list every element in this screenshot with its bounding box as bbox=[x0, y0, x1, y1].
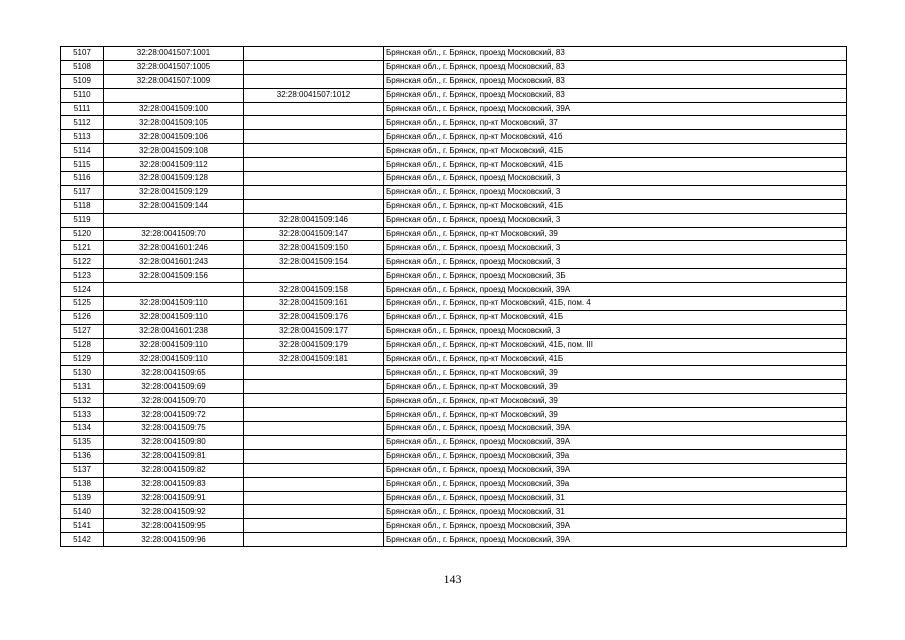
related-cadastral-number-cell bbox=[244, 102, 384, 116]
row-number-cell: 5120 bbox=[61, 227, 104, 241]
related-cadastral-number-cell: 32:28:0041509:154 bbox=[244, 255, 384, 269]
cadastral-number-cell: 32:28:0041601:243 bbox=[104, 255, 244, 269]
registry-table-body bbox=[61, 47, 847, 547]
cadastral-number-cell: 32:28:0041509:108 bbox=[104, 144, 244, 158]
address-cell: Брянская обл., г. Брянск, пр-кт Московский, 41Б bbox=[384, 144, 847, 158]
address-cell: Брянская обл., г. Брянск, проезд Московский, 83 bbox=[384, 60, 847, 74]
related-cadastral-number-cell bbox=[244, 158, 384, 172]
table-row bbox=[61, 185, 847, 199]
cadastral-number-cell: 32:28:0041509:83 bbox=[104, 477, 244, 491]
table-row bbox=[61, 394, 847, 408]
address-cell: Брянская обл., г. Брянск, пр-кт Московский, 39 bbox=[384, 380, 847, 394]
address-cell: Брянская обл., г. Брянск, пр-кт Московский, 39 bbox=[384, 227, 847, 241]
related-cadastral-number-cell bbox=[244, 199, 384, 213]
related-cadastral-number-cell bbox=[244, 380, 384, 394]
cadastral-number-cell: 32:28:0041507:1001 bbox=[104, 47, 244, 61]
table-row bbox=[61, 227, 847, 241]
related-cadastral-number-cell bbox=[244, 449, 384, 463]
row-number-cell: 5114 bbox=[61, 144, 104, 158]
address-cell: Брянская обл., г. Брянск, проезд Московский, 39А bbox=[384, 435, 847, 449]
row-number-cell: 5139 bbox=[61, 491, 104, 505]
address-cell: Брянская обл., г. Брянск, пр-кт Московский, 41Б bbox=[384, 352, 847, 366]
address-cell: Брянская обл., г. Брянск, проезд Московский, 3 bbox=[384, 324, 847, 338]
cadastral-number-cell: 32:28:0041509:95 bbox=[104, 519, 244, 533]
table-row bbox=[61, 116, 847, 130]
cadastral-number-cell: 32:28:0041509:75 bbox=[104, 422, 244, 436]
cadastral-number-cell: 32:28:0041601:246 bbox=[104, 241, 244, 255]
related-cadastral-number-cell bbox=[244, 172, 384, 186]
address-cell: Брянская обл., г. Брянск, проезд Московский, 39А bbox=[384, 519, 847, 533]
cadastral-number-cell: 32:28:0041509:105 bbox=[104, 116, 244, 130]
table-row bbox=[61, 338, 847, 352]
cadastral-number-cell: 32:28:0041509:110 bbox=[104, 338, 244, 352]
row-number-cell: 5112 bbox=[61, 116, 104, 130]
table-row bbox=[61, 144, 847, 158]
cadastral-number-cell: 32:28:0041509:112 bbox=[104, 158, 244, 172]
row-number-cell: 5138 bbox=[61, 477, 104, 491]
cadastral-number-cell: 32:28:0041509:110 bbox=[104, 297, 244, 311]
row-number-cell: 5131 bbox=[61, 380, 104, 394]
related-cadastral-number-cell bbox=[244, 505, 384, 519]
row-number-cell: 5108 bbox=[61, 60, 104, 74]
row-number-cell: 5119 bbox=[61, 213, 104, 227]
row-number-cell: 5126 bbox=[61, 310, 104, 324]
table-row bbox=[61, 352, 847, 366]
address-cell: Брянская обл., г. Брянск, проезд Московский, 3 bbox=[384, 172, 847, 186]
related-cadastral-number-cell: 32:28:0041507:1012 bbox=[244, 88, 384, 102]
cadastral-number-cell: 32:28:0041509:106 bbox=[104, 130, 244, 144]
related-cadastral-number-cell bbox=[244, 477, 384, 491]
related-cadastral-number-cell bbox=[244, 463, 384, 477]
row-number-cell: 5111 bbox=[61, 102, 104, 116]
address-cell: Брянская обл., г. Брянск, пр-кт Московский, 39 bbox=[384, 394, 847, 408]
related-cadastral-number-cell bbox=[244, 519, 384, 533]
cadastral-number-cell: 32:28:0041509:81 bbox=[104, 449, 244, 463]
address-cell: Брянская обл., г. Брянск, пр-кт Московский, 41Б bbox=[384, 310, 847, 324]
table-row bbox=[61, 477, 847, 491]
table-row bbox=[61, 463, 847, 477]
row-number-cell: 5141 bbox=[61, 519, 104, 533]
row-number-cell: 5140 bbox=[61, 505, 104, 519]
table-row bbox=[61, 158, 847, 172]
row-number-cell: 5129 bbox=[61, 352, 104, 366]
row-number-cell: 5107 bbox=[61, 47, 104, 61]
address-cell: Брянская обл., г. Брянск, проезд Московский, 39а bbox=[384, 477, 847, 491]
related-cadastral-number-cell bbox=[244, 60, 384, 74]
row-number-cell: 5122 bbox=[61, 255, 104, 269]
table-row bbox=[61, 491, 847, 505]
row-number-cell: 5132 bbox=[61, 394, 104, 408]
row-number-cell: 5136 bbox=[61, 449, 104, 463]
address-cell: Брянская обл., г. Брянск, пр-кт Московский, 41б bbox=[384, 130, 847, 144]
related-cadastral-number-cell bbox=[244, 435, 384, 449]
cadastral-number-cell: 32:28:0041509:129 bbox=[104, 185, 244, 199]
table-row bbox=[61, 310, 847, 324]
cadastral-number-cell: 32:28:0041509:110 bbox=[104, 310, 244, 324]
address-cell: Брянская обл., г. Брянск, проезд Московский, 39А bbox=[384, 533, 847, 547]
related-cadastral-number-cell bbox=[244, 269, 384, 283]
related-cadastral-number-cell bbox=[244, 422, 384, 436]
related-cadastral-number-cell bbox=[244, 74, 384, 88]
table-row bbox=[61, 297, 847, 311]
address-cell: Брянская обл., г. Брянск, проезд Московский, 39а bbox=[384, 449, 847, 463]
table-row bbox=[61, 533, 847, 547]
row-number-cell: 5123 bbox=[61, 269, 104, 283]
row-number-cell: 5117 bbox=[61, 185, 104, 199]
table-row bbox=[61, 255, 847, 269]
related-cadastral-number-cell bbox=[244, 408, 384, 422]
table-row bbox=[61, 422, 847, 436]
table-row bbox=[61, 213, 847, 227]
address-cell: Брянская обл., г. Брянск, проезд Московский, 39А bbox=[384, 422, 847, 436]
cadastral-number-cell bbox=[104, 213, 244, 227]
related-cadastral-number-cell bbox=[244, 185, 384, 199]
row-number-cell: 5116 bbox=[61, 172, 104, 186]
cadastral-number-cell: 32:28:0041509:144 bbox=[104, 199, 244, 213]
related-cadastral-number-cell: 32:28:0041509:150 bbox=[244, 241, 384, 255]
address-cell: Брянская обл., г. Брянск, проезд Московский, 39А bbox=[384, 283, 847, 297]
address-cell: Брянская обл., г. Брянск, проезд Московский, 39А bbox=[384, 102, 847, 116]
related-cadastral-number-cell: 32:28:0041509:181 bbox=[244, 352, 384, 366]
table-row bbox=[61, 241, 847, 255]
address-cell: Брянская обл., г. Брянск, пр-кт Московский, 39 bbox=[384, 366, 847, 380]
row-number-cell: 5133 bbox=[61, 408, 104, 422]
row-number-cell: 5113 bbox=[61, 130, 104, 144]
registry-table bbox=[60, 46, 847, 547]
cadastral-number-cell: 32:28:0041509:70 bbox=[104, 227, 244, 241]
address-cell: Брянская обл., г. Брянск, проезд Московский, 3 bbox=[384, 241, 847, 255]
row-number-cell: 5115 bbox=[61, 158, 104, 172]
row-number-cell: 5110 bbox=[61, 88, 104, 102]
address-cell: Брянская обл., г. Брянск, пр-кт Московский, 41Б, пом. III bbox=[384, 338, 847, 352]
address-cell: Брянская обл., г. Брянск, проезд Московский, 31 bbox=[384, 505, 847, 519]
cadastral-number-cell: 32:28:0041509:100 bbox=[104, 102, 244, 116]
row-number-cell: 5142 bbox=[61, 533, 104, 547]
related-cadastral-number-cell: 32:28:0041509:177 bbox=[244, 324, 384, 338]
related-cadastral-number-cell bbox=[244, 491, 384, 505]
address-cell: Брянская обл., г. Брянск, пр-кт Московский, 37 bbox=[384, 116, 847, 130]
table-row bbox=[61, 269, 847, 283]
cadastral-number-cell: 32:28:0041509:96 bbox=[104, 533, 244, 547]
cadastral-number-cell: 32:28:0041509:91 bbox=[104, 491, 244, 505]
cadastral-number-cell bbox=[104, 283, 244, 297]
cadastral-number-cell: 32:28:0041509:82 bbox=[104, 463, 244, 477]
cadastral-number-cell: 32:28:0041509:69 bbox=[104, 380, 244, 394]
address-cell: Брянская обл., г. Брянск, проезд Московский, 39А bbox=[384, 463, 847, 477]
address-cell: Брянская обл., г. Брянск, проезд Московский, 31 bbox=[384, 491, 847, 505]
table-row bbox=[61, 435, 847, 449]
address-cell: Брянская обл., г. Брянск, проезд Московский, 3Б bbox=[384, 269, 847, 283]
address-cell: Брянская обл., г. Брянск, проезд Московский, 83 bbox=[384, 88, 847, 102]
page-number: 143 bbox=[443, 572, 462, 586]
table-row bbox=[61, 74, 847, 88]
address-cell: Брянская обл., г. Брянск, проезд Московский, 3 bbox=[384, 213, 847, 227]
related-cadastral-number-cell: 32:28:0041509:176 bbox=[244, 310, 384, 324]
cadastral-number-cell: 32:28:0041509:156 bbox=[104, 269, 244, 283]
table-row bbox=[61, 199, 847, 213]
cadastral-number-cell: 32:28:0041507:1009 bbox=[104, 74, 244, 88]
address-cell: Брянская обл., г. Брянск, пр-кт Московский, 41Б bbox=[384, 158, 847, 172]
row-number-cell: 5134 bbox=[61, 422, 104, 436]
table-row bbox=[61, 366, 847, 380]
address-cell: Брянская обл., г. Брянск, проезд Московский, 3 bbox=[384, 255, 847, 269]
row-number-cell: 5127 bbox=[61, 324, 104, 338]
address-cell: Брянская обл., г. Брянск, проезд Московский, 83 bbox=[384, 47, 847, 61]
related-cadastral-number-cell bbox=[244, 130, 384, 144]
row-number-cell: 5128 bbox=[61, 338, 104, 352]
related-cadastral-number-cell: 32:28:0041509:161 bbox=[244, 297, 384, 311]
row-number-cell: 5125 bbox=[61, 297, 104, 311]
address-cell: Брянская обл., г. Брянск, проезд Московский, 83 bbox=[384, 74, 847, 88]
table-row bbox=[61, 449, 847, 463]
cadastral-number-cell: 32:28:0041601:238 bbox=[104, 324, 244, 338]
row-number-cell: 5124 bbox=[61, 283, 104, 297]
cadastral-number-cell: 32:28:0041509:80 bbox=[104, 435, 244, 449]
row-number-cell: 5137 bbox=[61, 463, 104, 477]
related-cadastral-number-cell: 32:28:0041509:146 bbox=[244, 213, 384, 227]
cadastral-number-cell: 32:28:0041509:128 bbox=[104, 172, 244, 186]
row-number-cell: 5109 bbox=[61, 74, 104, 88]
cadastral-number-cell: 32:28:0041509:65 bbox=[104, 366, 244, 380]
cadastral-number-cell: 32:28:0041509:92 bbox=[104, 505, 244, 519]
table-row bbox=[61, 505, 847, 519]
cadastral-number-cell bbox=[104, 88, 244, 102]
table-row bbox=[61, 60, 847, 74]
table-row bbox=[61, 88, 847, 102]
related-cadastral-number-cell: 32:28:0041509:147 bbox=[244, 227, 384, 241]
related-cadastral-number-cell: 32:28:0041509:158 bbox=[244, 283, 384, 297]
address-cell: Брянская обл., г. Брянск, пр-кт Московский, 39 bbox=[384, 408, 847, 422]
row-number-cell: 5121 bbox=[61, 241, 104, 255]
table-row bbox=[61, 324, 847, 338]
related-cadastral-number-cell bbox=[244, 116, 384, 130]
related-cadastral-number-cell bbox=[244, 47, 384, 61]
table-row bbox=[61, 380, 847, 394]
table-row bbox=[61, 408, 847, 422]
cadastral-number-cell: 32:28:0041509:72 bbox=[104, 408, 244, 422]
address-cell: Брянская обл., г. Брянск, пр-кт Московский, 41Б, пом. 4 bbox=[384, 297, 847, 311]
row-number-cell: 5130 bbox=[61, 366, 104, 380]
address-cell: Брянская обл., г. Брянск, пр-кт Московский, 41Б bbox=[384, 199, 847, 213]
table-row bbox=[61, 283, 847, 297]
row-number-cell: 5118 bbox=[61, 199, 104, 213]
related-cadastral-number-cell bbox=[244, 394, 384, 408]
related-cadastral-number-cell bbox=[244, 366, 384, 380]
table-row bbox=[61, 47, 847, 61]
cadastral-number-cell: 32:28:0041509:70 bbox=[104, 394, 244, 408]
cadastral-number-cell: 32:28:0041509:110 bbox=[104, 352, 244, 366]
cadastral-number-cell: 32:28:0041507:1005 bbox=[104, 60, 244, 74]
table-row bbox=[61, 130, 847, 144]
row-number-cell: 5135 bbox=[61, 435, 104, 449]
address-cell: Брянская обл., г. Брянск, проезд Московский, 3 bbox=[384, 185, 847, 199]
table-row bbox=[61, 102, 847, 116]
table-row bbox=[61, 519, 847, 533]
related-cadastral-number-cell bbox=[244, 533, 384, 547]
related-cadastral-number-cell bbox=[244, 144, 384, 158]
table-row bbox=[61, 172, 847, 186]
related-cadastral-number-cell: 32:28:0041509:179 bbox=[244, 338, 384, 352]
